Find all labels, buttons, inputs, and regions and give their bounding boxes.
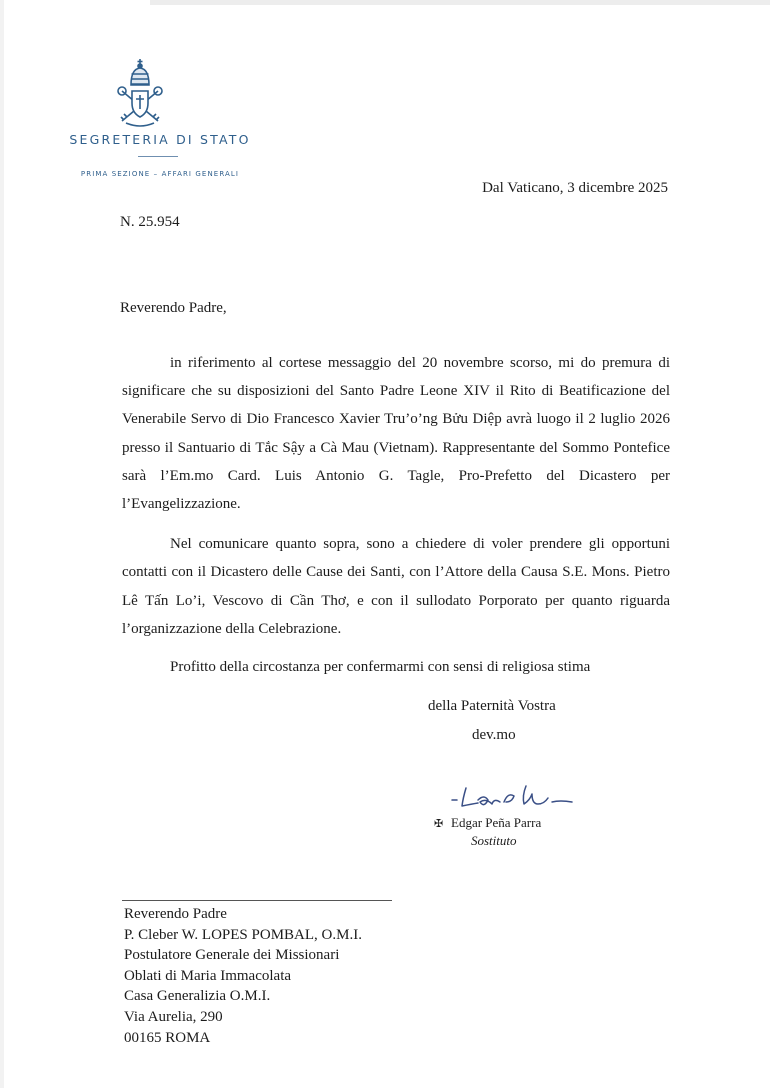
episcopal-cross-icon: ✠ bbox=[434, 817, 444, 830]
letterhead-divider bbox=[138, 156, 178, 157]
signer-name: Edgar Peña Parra bbox=[451, 815, 542, 830]
closing-line: Profitto della circostanza per confermarmi con sensi di religiosa stima bbox=[170, 659, 591, 675]
address-line: Oblati di Maria Immacolata bbox=[124, 967, 292, 984]
body-paragraph: in riferimento al cortese messaggio del 20 novembre scorso, mi do premura di significare che su disposizioni del Santo Padre Leone XIV il Rito di Beatificazione del Venerabile Servo di Dio Francesco Xavier Tru’o’ng Bửu Diệp avrà luogo il 2 luglio 2026 presso il Santuario di Tắc Sậy a Cà Mau (Vietnam). Rappresentante del Sommo Pontefice sarà l’Em.mo Card. Luis Antonio G. Tagle, Pro-Prefetto del Dicastero per l’Evangelizzazione. bbox=[122, 355, 670, 513]
address-line: 00165 ROMA bbox=[124, 1029, 211, 1046]
place-and-date: Dal Vaticano, 3 dicembre 2025 bbox=[482, 180, 668, 196]
salutation: Reverendo Padre, bbox=[120, 300, 227, 316]
address-line: Casa Generalizia O.M.I. bbox=[124, 988, 271, 1005]
letter-body bbox=[122, 349, 670, 643]
scan-edge-top bbox=[150, 0, 770, 5]
body-paragraph: Nel comunicare quanto sopra, sono a chiedere di voler prendere gli opportuni contatti con il Dicastero delle Cause dei Santi, con l’Attore della Causa S.E. Mons. Pietro Lê Tấn Lo’i, Vescovo di Cần Thơ, e con il sullodato Porporato per quanto riguarda l’organizzazione della Celebrazione. bbox=[122, 536, 670, 637]
closing-devoted: dev.mo bbox=[472, 727, 516, 743]
papal-coat-of-arms-icon bbox=[112, 55, 168, 127]
address-line: Postulatore Generale dei Missionari bbox=[124, 947, 340, 964]
letterhead-office: SEGRETERIA DI STATO bbox=[69, 132, 251, 147]
scan-edge-left bbox=[0, 0, 4, 1088]
protocol-number: N. 25.954 bbox=[120, 214, 180, 230]
closing-paternity: della Paternità Vostra bbox=[428, 698, 556, 714]
address-divider bbox=[122, 900, 392, 901]
letterhead-section: PRIMA SEZIONE – AFFARI GENERALI bbox=[80, 170, 240, 178]
recipient-address bbox=[124, 904, 362, 1048]
handwritten-signature bbox=[448, 780, 588, 814]
address-line: Reverendo Padre bbox=[124, 906, 227, 922]
signer-name-line bbox=[434, 815, 541, 831]
address-line: Via Aurelia, 290 bbox=[124, 1008, 223, 1025]
address-line: P. Cleber W. LOPES POMBAL, O.M.I. bbox=[124, 926, 362, 943]
signer-role: Sostituto bbox=[471, 833, 517, 848]
